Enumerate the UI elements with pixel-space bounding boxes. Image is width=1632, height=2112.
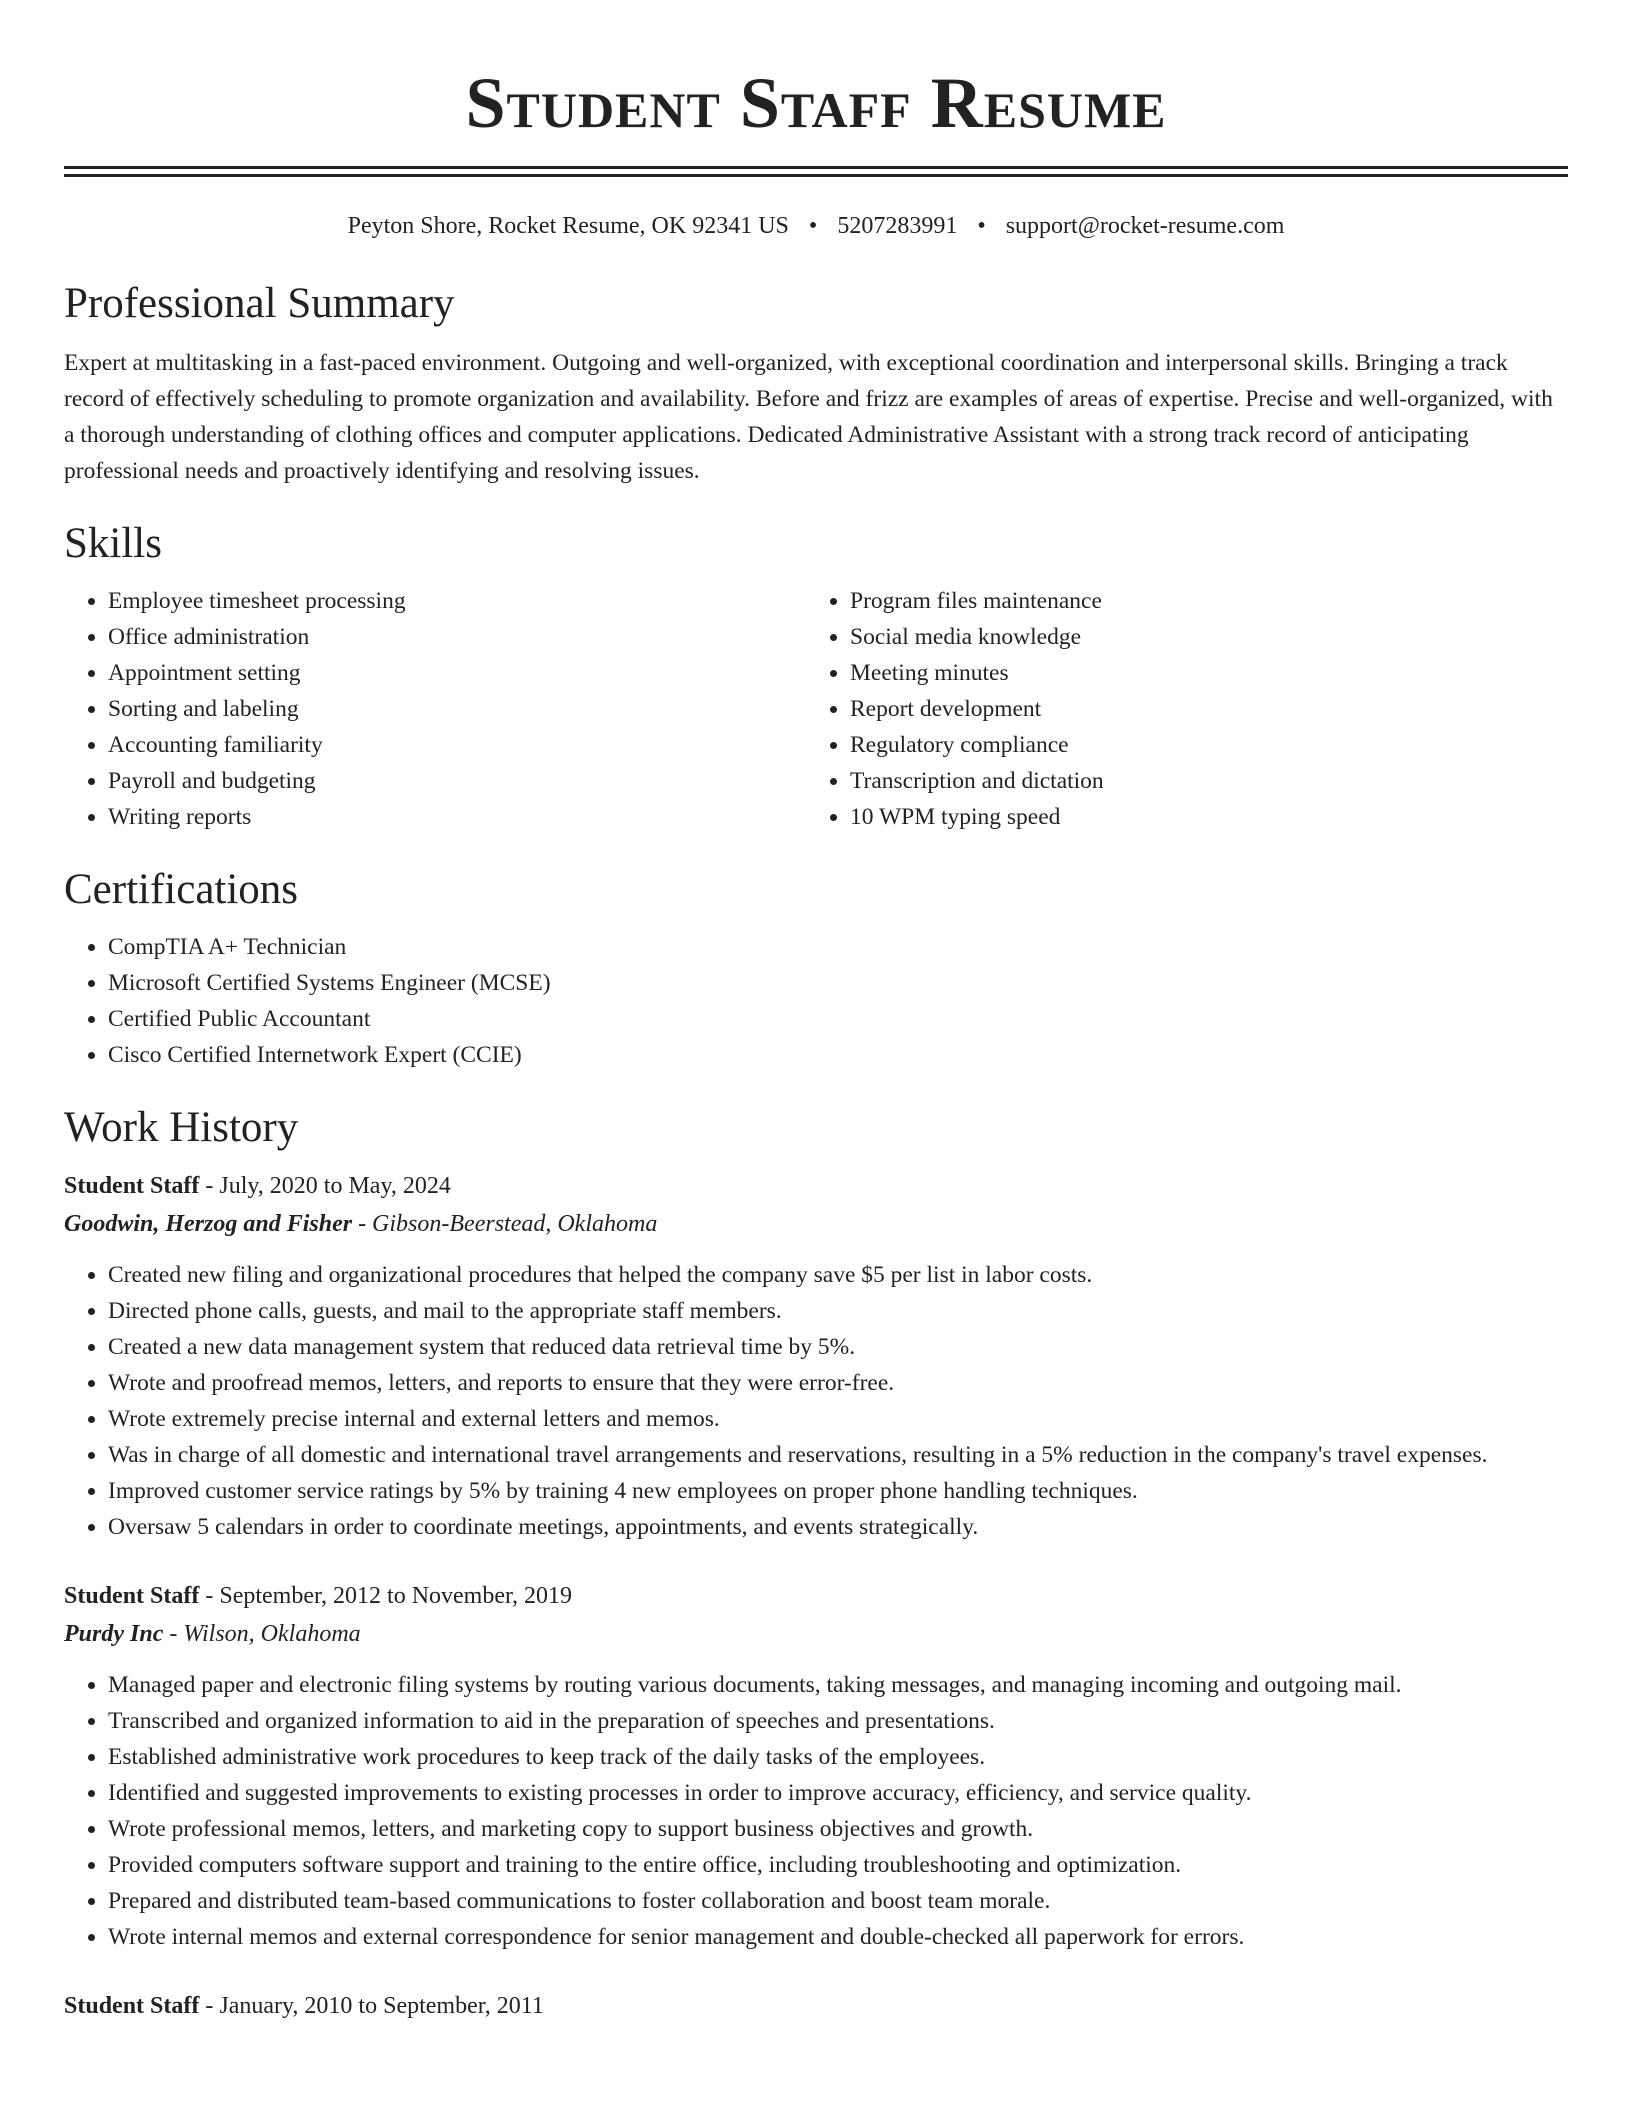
skill-item: • Payroll and budgeting [108,763,806,799]
certification-item: • Certified Public Accountant [108,1001,1568,1037]
skill-item: • Program files maintenance [850,583,1548,619]
skill-item: • Writing reports [108,799,806,835]
skill-item: • Transcription and dictation [850,763,1548,799]
job-company: Goodwin, Herzog and Fisher [64,1211,353,1237]
skills-grid [64,583,1568,835]
job-bullet: • Wrote and proofread memos, letters, and reports to ensure that they were error-free. [108,1365,1568,1401]
job-bullets [64,1667,1568,1955]
job-dates: - July, 2020 to May, 2024 [199,1173,451,1199]
job-company: Purdy Inc [64,1621,164,1647]
job-entry [64,1987,1568,2025]
contact-line [64,211,1568,241]
job-location: - Gibson-Beerstead, Oklahoma [352,1211,658,1237]
job-title-line [64,1167,1568,1205]
certifications-heading: Certifications [64,866,299,913]
job-bullet: • Established administrative work procedures to keep track of the daily tasks of the employees. [108,1739,1568,1775]
skills-list-right [806,583,1548,835]
skill-item: • Social media knowledge [850,619,1548,655]
job-bullet: • Improved customer service ratings by 5% by training 4 new employees on proper phone handling techniques. [108,1473,1568,1509]
job-bullet: • Identified and suggested improvements to existing processes in order to improve accuracy, efficiency, and service quality. [108,1775,1568,1811]
contact-address: Peyton Shore, Rocket Resume, OK 92341 US [347,213,789,239]
summary-heading: Professional Summary [64,280,455,327]
skill-item: • Report development [850,691,1548,727]
skill-item: • Regulatory compliance [850,727,1548,763]
job-title: Student Staff [64,1173,200,1199]
job-bullet: • Directed phone calls, guests, and mail to the appropriate staff members. [108,1293,1568,1329]
job-bullet: • Created a new data management system that reduced data retrieval time by 5%. [108,1329,1568,1365]
job-bullet: • Provided computers software support and training to the entire office, including troubleshooting and optimization. [108,1847,1568,1883]
job-bullet: • Wrote extremely precise internal and external letters and memos. [108,1401,1568,1437]
skill-item: • Appointment setting [108,655,806,691]
job-dates: - September, 2012 to November, 2019 [199,1583,573,1609]
job-title: Student Staff [64,1993,200,2019]
certifications-list [64,929,1568,1073]
skill-item: • Accounting familiarity [108,727,806,763]
skill-item: • Meeting minutes [850,655,1548,691]
job-bullet: • Wrote professional memos, letters, and marketing copy to support business objectives and growth. [108,1811,1568,1847]
job-entry [64,1577,1568,1955]
job-location: - Wilson, Oklahoma [163,1621,361,1647]
job-bullet: • Transcribed and organized information to aid in the preparation of speeches and presentations. [108,1703,1568,1739]
job-company-line [64,1615,1568,1653]
job-title-line [64,1987,1568,2025]
skills-heading: Skills [64,520,162,567]
title-divider [64,166,1568,177]
job-dates: - January, 2010 to September, 2011 [199,1993,544,2019]
job-bullet: • Wrote internal memos and external correspondence for senior management and double-checked all paperwork for errors. [108,1919,1568,1955]
job-bullets [64,1257,1568,1545]
certification-item: • Microsoft Certified Systems Engineer (MCSE) [108,965,1568,1001]
page-title: Student Staff Resume [465,63,1167,143]
summary-text: Expert at multitasking in a fast-paced environment. Outgoing and well-organized, with exceptional coordination and interpersonal skills. Bringing a track record of effectively scheduling to promote organization and availability. Before and frizz are examples of areas of expertise. Precise and well-organized, with a thorough understanding of clothing offices and computer applications. Dedicated Administrative Assistant with a strong track record of anticipating professional needs and proactively identifying and resolving issues. [64,350,1553,484]
job-entry [64,1167,1568,1545]
skill-item: • 10 WPM typing speed [850,799,1548,835]
job-bullet: • Created new filing and organizational procedures that helped the company save $5 per list in labor costs. [108,1257,1568,1293]
certification-item: • CompTIA A+ Technician [108,929,1568,965]
job-title: Student Staff [64,1583,200,1609]
job-bullet: • Prepared and distributed team-based communications to foster collaboration and boost team morale. [108,1883,1568,1919]
job-company-line [64,1205,1568,1243]
job-title-line [64,1577,1568,1615]
contact-separator: • [808,213,818,239]
skill-item: • Office administration [108,619,806,655]
skills-list-left [64,583,806,835]
job-bullet: • Managed paper and electronic filing systems by routing various documents, taking messages, and managing incoming and outgoing mail. [108,1667,1568,1703]
certification-item: • Cisco Certified Internetwork Expert (CCIE) [108,1037,1568,1073]
contact-separator: • [977,213,986,239]
skill-item: • Employee timesheet processing [108,583,806,619]
work-history-heading: Work History [64,1104,299,1151]
job-bullet: • Was in charge of all domestic and international travel arrangements and reservations, resulting in a 5% reduction in the company's travel expenses. [108,1437,1568,1473]
contact-email: support@rocket-resume.com [1005,213,1285,239]
skill-item: • Sorting and labeling [108,691,806,727]
contact-phone: 5207283991 [837,213,958,239]
job-bullet: • Oversaw 5 calendars in order to coordinate meetings, appointments, and events strategically. [108,1509,1568,1545]
